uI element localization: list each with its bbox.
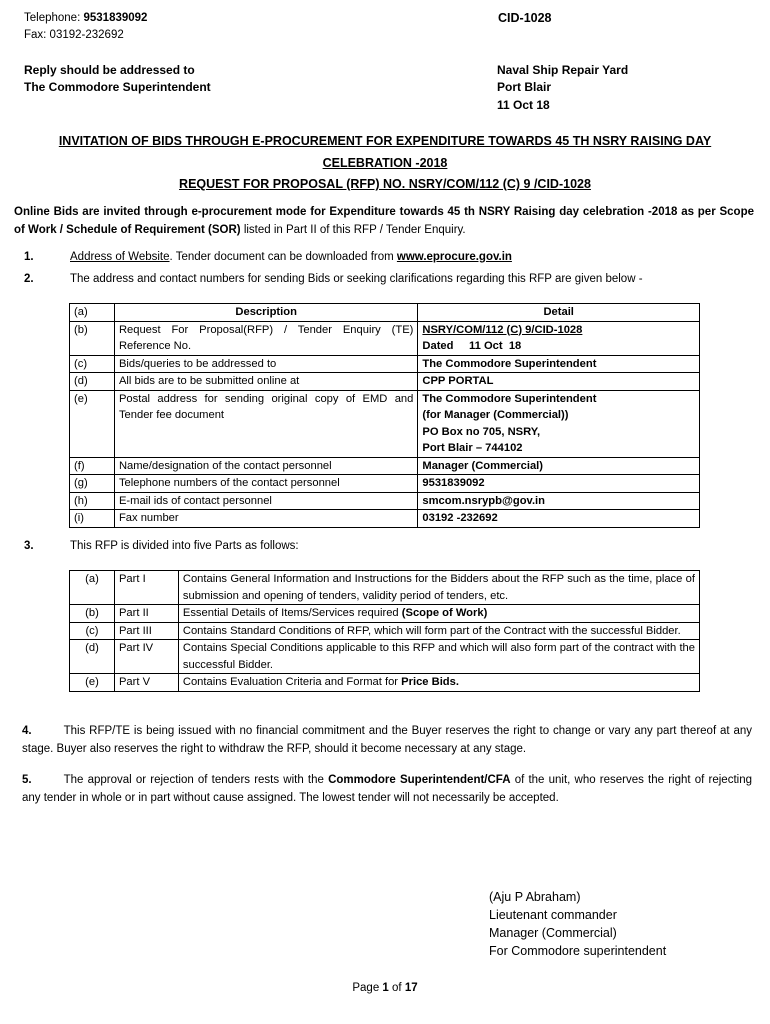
- row-id: (e): [70, 390, 115, 457]
- row-detail: [418, 390, 700, 457]
- row-id: (i): [70, 510, 115, 528]
- title-line-3: REQUEST FOR PROPOSAL (RFP) NO. NSRY/COM/112 (C) 9 /CID-1028: [179, 177, 591, 191]
- item5-text-rest: of the unit, who reserves the right of rejecting any tender in whole or in part without cause assigned. The lowest tender will not necessarily be accepted.: [22, 774, 752, 804]
- item4-paragraph: [22, 722, 752, 758]
- table-row: [70, 457, 700, 475]
- table-row: [70, 390, 700, 457]
- signatory-rank: Lieutenant commander: [489, 908, 617, 922]
- row-description: Postal address for sending original copy of EMD and Tender fee document: [114, 390, 417, 457]
- row-id: (f): [70, 457, 115, 475]
- rfp-date: Dated 11 Oct 18: [422, 340, 522, 352]
- website-link[interactable]: www.eprocure.gov.in: [396, 251, 512, 263]
- signatory-name: (Aju P Abraham): [489, 890, 581, 904]
- item5-paragraph: [22, 771, 752, 807]
- signatory-for: For Commodore superintendent: [489, 944, 667, 958]
- row-id: (b): [70, 321, 115, 355]
- item1-body: . Tender document can be downloaded from: [169, 251, 397, 263]
- row-id: (h): [70, 492, 115, 510]
- item2-number: 2.: [24, 273, 34, 285]
- postal-line: (for Manager (Commercial)): [422, 409, 569, 421]
- part-description: Contains General Information and Instructions for the Bidders about the RFP such as the time, place of submission and opening of tenders, validity period of tenders, etc.: [178, 571, 699, 605]
- item1-number: 1.: [24, 251, 34, 263]
- item2-text: The address and contact numbers for sending Bids or seeking clarifications regarding this RFP are given below -: [70, 273, 643, 285]
- part-label: Part III: [114, 622, 178, 640]
- reply-line-1: Reply should be addressed to: [24, 63, 195, 77]
- of-label: of: [392, 982, 402, 994]
- website-label: Address of Website: [70, 251, 170, 263]
- item4-number: 4.: [22, 725, 32, 737]
- part-bold: Price Bids.: [401, 676, 459, 688]
- page-footer: [0, 982, 770, 994]
- parts-table: [69, 570, 700, 692]
- page-label: Page: [352, 982, 380, 994]
- table-header-row: [70, 304, 700, 322]
- row-id: (b): [70, 605, 115, 623]
- part-description: [178, 605, 699, 623]
- part-description: Contains Special Conditions applicable to this RFP and which will also form part of the contract with the successful Bidder.: [178, 640, 699, 674]
- intro-bold: Online Bids are invited through e-procurement mode for Expenditure towards 45 th NSRY Raising day celebration -2018 as per Scope of Work / Schedule of Requirement (SOR): [14, 206, 754, 236]
- row-id: (a): [70, 571, 115, 605]
- item5-bold: Commodore Superintendent/CFA: [328, 774, 511, 786]
- table-row: [70, 475, 700, 493]
- signature-block: [489, 888, 666, 960]
- part-bold: (Scope of Work): [401, 607, 488, 619]
- table-row: [70, 640, 700, 674]
- table-row: [70, 373, 700, 391]
- row-detail: [418, 321, 700, 355]
- row-description: Name/designation of the contact personnel: [114, 457, 417, 475]
- postal-line: Port Blair – 744102: [422, 442, 523, 454]
- item3-text: This RFP is divided into five Parts as follows:: [70, 540, 299, 552]
- postal-line: The Commodore Superintendent: [422, 392, 597, 405]
- row-detail: smcom.nsrypb@gov.in: [418, 492, 700, 510]
- signatory-designation: Manager (Commercial): [489, 926, 617, 940]
- title-line-1: INVITATION OF BIDS THROUGH E-PROCUREMENT FOR EXPENDITURE TOWARDS 45 TH NSRY RAISING DAY: [58, 134, 712, 148]
- letter-date: 11 Oct 18: [497, 98, 550, 112]
- item5-number: 5.: [22, 774, 32, 786]
- page-number: 1: [382, 982, 389, 994]
- table-row: [70, 674, 700, 692]
- item3-number: 3.: [24, 540, 34, 552]
- page-total: 17: [404, 982, 418, 994]
- telephone-number: 9531839092: [83, 12, 148, 24]
- table-row: [70, 605, 700, 623]
- rfp-reference: NSRY/COM/112 (C) 9/CID-1028: [422, 323, 583, 336]
- item5-text: The approval or rejection of tenders rests with the: [63, 774, 329, 786]
- row-description: E-mail ids of contact personnel: [114, 492, 417, 510]
- reply-line-2: The Commodore Superintendent: [24, 80, 211, 94]
- row-detail: 9531839092: [418, 475, 700, 493]
- part-label: Part I: [114, 571, 178, 605]
- row-description: Bids/queries to be addressed to: [114, 355, 417, 373]
- title-line-2: CELEBRATION -2018: [322, 156, 448, 170]
- header-detail: Detail: [418, 304, 700, 322]
- row-id: (c): [70, 622, 115, 640]
- row-detail: 03192 -232692: [418, 510, 700, 528]
- part-description: [178, 674, 699, 692]
- part-label: Part II: [114, 605, 178, 623]
- row-description: Request For Proposal(RFP) / Tender Enquiry (TE) Reference No.: [114, 321, 417, 355]
- postal-line: PO Box no 705, NSRY,: [422, 425, 541, 438]
- row-id: (d): [70, 373, 115, 391]
- fax-line: Fax: 03192-232692: [24, 29, 124, 41]
- part-text: Essential Details of Items/Services required: [182, 607, 402, 619]
- part-description: Contains Standard Conditions of RFP, which will form part of the Contract with the successful Bidder.: [178, 622, 699, 640]
- header-description: Description: [114, 304, 417, 322]
- item1-text: [70, 249, 512, 266]
- telephone-label: Telephone:: [24, 12, 81, 24]
- part-text: Contains Evaluation Criteria and Format for: [182, 676, 402, 688]
- intro-rest: listed in Part II of this RFP / Tender Enquiry.: [240, 224, 466, 236]
- cid-label: CID-1028: [498, 11, 552, 25]
- org-line-1: Naval Ship Repair Yard: [497, 63, 629, 77]
- row-detail: Manager (Commercial): [418, 457, 700, 475]
- row-detail: CPP PORTAL: [418, 373, 700, 391]
- item4-text: This RFP/TE is being issued with no financial commitment and the Buyer reserves the right to change or vary any part thereof at any stage. Buyer also reserves the right to withdraw the RFP, should it become necessary at any stage.: [22, 725, 752, 755]
- row-id: (a): [70, 304, 115, 322]
- row-id: (g): [70, 475, 115, 493]
- part-label: Part IV: [114, 640, 178, 674]
- intro-paragraph: [14, 203, 754, 239]
- table-row: [70, 622, 700, 640]
- row-description: Fax number: [114, 510, 417, 528]
- row-id: (e): [70, 674, 115, 692]
- table-row: [70, 571, 700, 605]
- org-line-2: Port Blair: [497, 80, 552, 94]
- table-row: [70, 321, 700, 355]
- table-row: [70, 510, 700, 528]
- row-detail: The Commodore Superintendent: [418, 355, 700, 373]
- row-id: (c): [70, 355, 115, 373]
- telephone-line: [24, 10, 147, 27]
- contact-table: [69, 303, 700, 528]
- table-row: [70, 492, 700, 510]
- row-description: All bids are to be submitted online at: [114, 373, 417, 391]
- row-id: (d): [70, 640, 115, 674]
- part-label: Part V: [114, 674, 178, 692]
- table-row: [70, 355, 700, 373]
- row-description: Telephone numbers of the contact personnel: [114, 475, 417, 493]
